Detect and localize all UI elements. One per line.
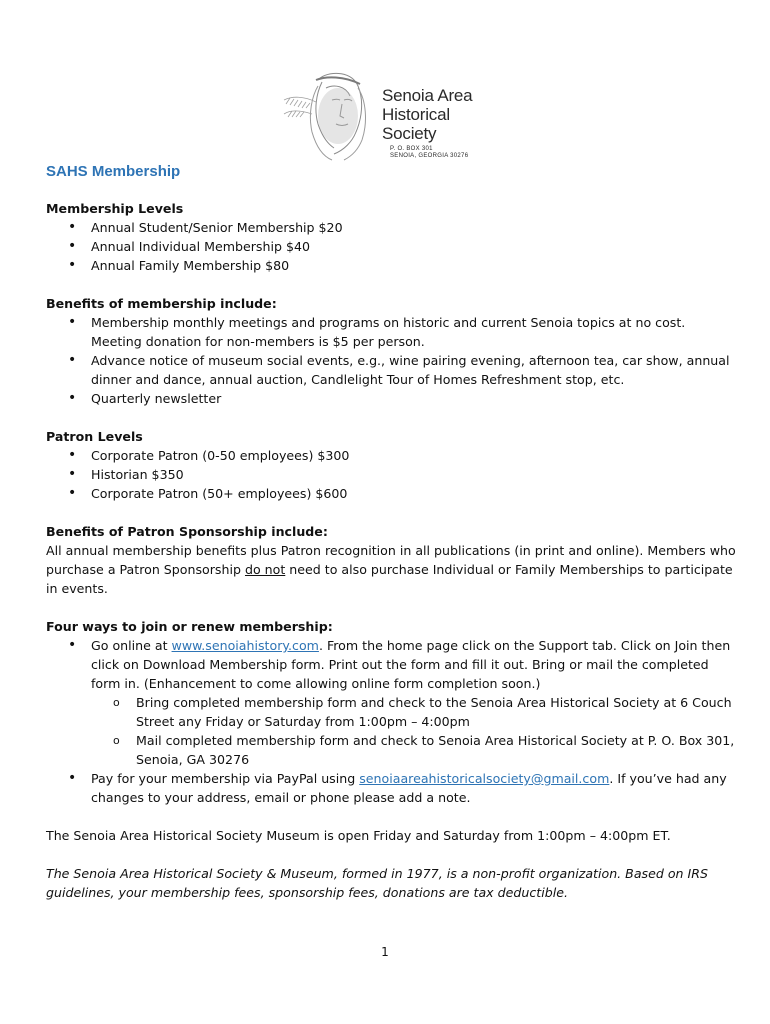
- logo-text: [382, 86, 497, 160]
- join-online-text-end: . From the home page click on the Support tab. Click on Join then click on Download Membership form. Print out the form and fill it out. Bring or mail the completed form in. (Enhancement to come allowing online form completion soon.): [91, 638, 731, 691]
- patron-benefits-heading: Benefits of Patron Sponsorship include:: [46, 524, 328, 539]
- nonprofit-note: The Senoia Area Historical Society & Museum, formed in 1977, is a non-profit organization. Based on IRS guidelines, your membership fees, sponsorship fees, donations are tax deductible.: [46, 866, 708, 900]
- logo-name-line1: Senoia Area: [382, 86, 473, 105]
- list-item: • Quarterly newsletter: [91, 389, 736, 408]
- list-item: • Historian $350: [91, 465, 736, 484]
- benefits-heading: Benefits of membership include:: [46, 296, 277, 311]
- document-content: [46, 162, 736, 902]
- sub-list-item: o Bring completed membership form and check to the Senoia Area Historical Society at 6 Couch Street any Friday or Saturday from 1:00pm – 4:00pm: [136, 693, 736, 731]
- website-link[interactable]: www.senoiahistory.com: [171, 638, 319, 653]
- list-item: • Annual Family Membership $80: [91, 256, 736, 275]
- join-online-item: [91, 636, 736, 769]
- benefits-list: [46, 313, 736, 408]
- list-item: • Corporate Patron (0-50 employees) $300: [91, 446, 736, 465]
- logo-address-line2: SENOIA, GEORGIA 30276: [390, 153, 469, 159]
- paypal-text-end: . If you’ve had any changes to your address, email or phone please add a note.: [91, 771, 727, 805]
- patron-levels-heading: Patron Levels: [46, 429, 143, 444]
- sub-list-item: o Mail completed membership form and check to Senoia Area Historical Society at P. O. Box 301, Senoia, GA 30276: [136, 731, 736, 769]
- patron-benefits-text-start: All annual membership benefits plus Patron recognition in all publications (in print and online). Members who purchase a Patron Sponsorship: [46, 543, 736, 577]
- patron-benefits-emphasis: do not: [244, 562, 286, 577]
- join-online-text-start: Go online at: [91, 638, 172, 653]
- patron-benefits-text-end: need to also purchase Individual or Family Memberships to participate in events.: [46, 562, 733, 596]
- patron-benefits-text: [46, 541, 736, 598]
- email-link[interactable]: senoiaareahistoricalsociety@gmail.com: [359, 771, 610, 786]
- patron-levels-list: [46, 446, 736, 503]
- logo-name-line2: Historical Society: [382, 105, 450, 143]
- join-sub-list: [91, 693, 736, 769]
- list-item: • Corporate Patron (50+ employees) $600: [91, 484, 736, 503]
- membership-levels-heading: Membership Levels: [46, 201, 184, 216]
- membership-levels-list: [46, 218, 736, 275]
- list-item: • Annual Student/Senior Membership $20: [91, 218, 736, 237]
- list-item: • Annual Individual Membership $40: [91, 237, 736, 256]
- page-title: SAHS Membership: [46, 163, 181, 180]
- portrait-illustration: [282, 66, 382, 162]
- list-item: • Membership monthly meetings and programs on historic and current Senoia topics at no cost. Meeting donation for non-members is $5 per person.: [91, 313, 736, 351]
- museum-hours: The Senoia Area Historical Society Museum is open Friday and Saturday from 1:00pm – 4:00pm ET.: [46, 828, 671, 843]
- join-heading: Four ways to join or renew membership:: [46, 619, 333, 634]
- join-list: [46, 636, 736, 807]
- paypal-text-start: Pay for your membership via PayPal using: [91, 771, 360, 786]
- society-logo: [282, 66, 497, 162]
- list-item: • Advance notice of museum social events, e.g., wine pairing evening, afternoon tea, car show, annual dinner and dance, annual auction, Candlelight Tour of Homes Refreshment stop, etc.: [91, 351, 736, 389]
- page-number: 1: [381, 945, 389, 959]
- join-paypal-item: [91, 769, 736, 807]
- logo-address-line1: P. O. BOX 301: [390, 146, 433, 152]
